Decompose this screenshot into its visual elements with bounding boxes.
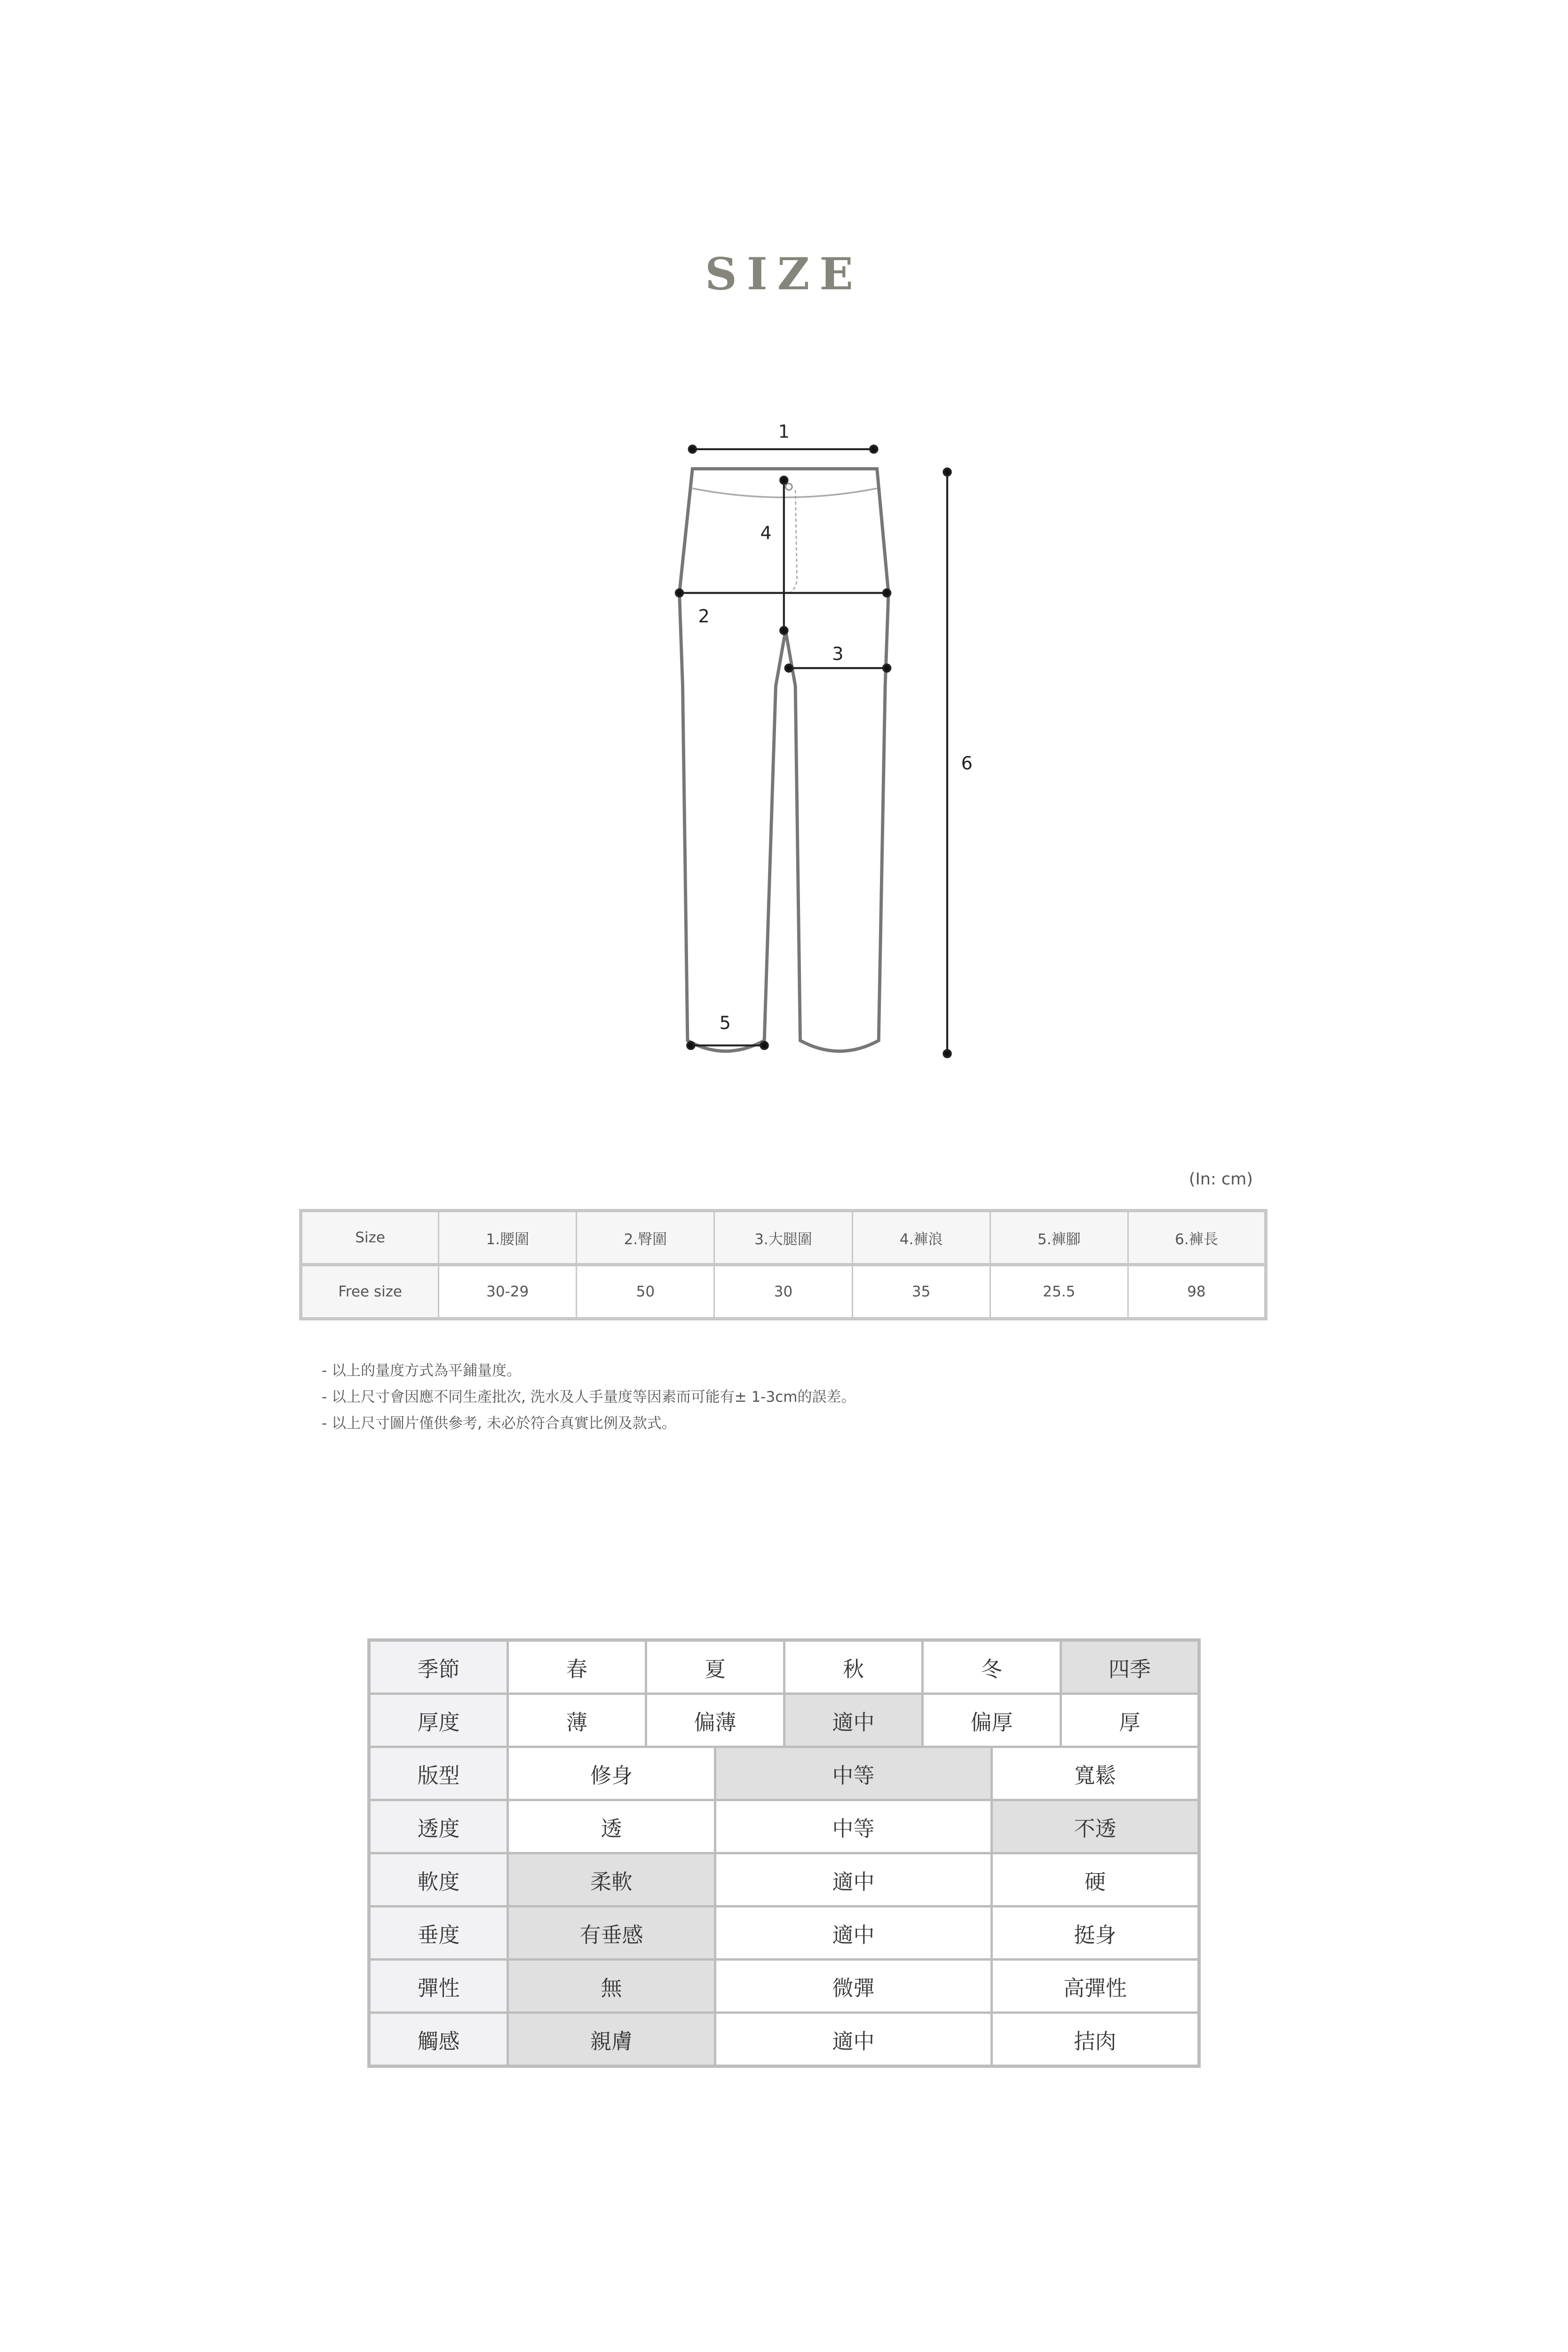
- option-cell: 親膚: [508, 2013, 715, 2066]
- header-cell: Size: [301, 1211, 439, 1265]
- attribute-label: 彈性: [369, 1960, 508, 2013]
- option-cell: 偏厚: [923, 1694, 1061, 1747]
- option-cell: 微彈: [715, 1960, 992, 2013]
- note-item: - 以上尺寸會因應不同生產批次, 洗水及人手量度等因素而可能有± 1-3cm的誤差。: [322, 1389, 856, 1406]
- header-cell: 6.褲長: [1128, 1211, 1266, 1265]
- attribute-label: 觸感: [369, 2013, 508, 2066]
- table-row: [369, 1907, 1199, 1960]
- fly-line: [787, 490, 797, 595]
- value-cell: 35: [852, 1265, 990, 1319]
- table-row: [369, 2013, 1199, 2066]
- option-cell: 偏薄: [646, 1694, 784, 1747]
- size-name-cell: Free size: [301, 1265, 439, 1319]
- option-cell: 冬: [923, 1640, 1061, 1694]
- option-cell: 拮肉: [992, 2013, 1199, 2066]
- label-2: 2: [698, 606, 710, 628]
- option-cell: 挺身: [992, 1907, 1199, 1960]
- table-row: [369, 1800, 1199, 1853]
- option-cell: 四季: [1061, 1640, 1199, 1694]
- option-cell: 適中: [715, 1907, 992, 1960]
- value-cell: 98: [1128, 1265, 1266, 1319]
- fabric-attributes-table: [367, 1638, 1201, 2068]
- attribute-label: 軟度: [369, 1853, 508, 1907]
- table-row: [369, 1747, 1199, 1800]
- option-cell: 中等: [715, 1800, 992, 1853]
- option-cell: 薄: [508, 1694, 646, 1747]
- option-cell: 不透: [992, 1800, 1199, 1853]
- size-table-header: [301, 1211, 1266, 1265]
- table-row: [369, 1640, 1199, 1694]
- option-cell: 修身: [508, 1747, 715, 1800]
- option-cell: 高彈性: [992, 1960, 1199, 2013]
- table-row: [369, 1960, 1199, 2013]
- label-3: 3: [832, 644, 844, 665]
- value-cell: 50: [577, 1265, 714, 1319]
- attribute-label: 版型: [369, 1747, 508, 1800]
- option-cell: 寬鬆: [992, 1747, 1199, 1800]
- label-1: 1: [778, 421, 790, 443]
- option-cell: 中等: [715, 1747, 992, 1800]
- label-4: 4: [760, 523, 772, 544]
- option-cell: 透: [508, 1800, 715, 1853]
- option-cell: 夏: [646, 1640, 784, 1694]
- option-cell: 適中: [784, 1694, 923, 1747]
- option-cell: 秋: [784, 1640, 923, 1694]
- page-title: SIZE: [705, 248, 863, 300]
- value-cell: 30: [714, 1265, 852, 1319]
- option-cell: 適中: [715, 2013, 992, 2066]
- option-cell: 無: [508, 1960, 715, 2013]
- unit-label: (In: cm): [1188, 1170, 1253, 1189]
- header-cell: 1.腰圍: [439, 1211, 577, 1265]
- notes: [322, 1358, 855, 1437]
- button-icon: [785, 484, 792, 490]
- header-cell: 4.褲浪: [852, 1211, 990, 1265]
- attribute-label: 透度: [369, 1800, 508, 1853]
- label-6: 6: [961, 753, 973, 774]
- note-item: - 以上尺寸圖片僅供參考, 未必於符合真實比例及款式。: [322, 1415, 676, 1432]
- value-cell: 30-29: [439, 1265, 577, 1319]
- measure-lines: [676, 445, 951, 1057]
- table-row: [369, 1694, 1199, 1747]
- label-5: 5: [719, 1013, 731, 1034]
- option-cell: 春: [508, 1640, 646, 1694]
- header-cell: 3.大腿圍: [714, 1211, 852, 1265]
- option-cell: 柔軟: [508, 1853, 715, 1907]
- header-cell: 5.褲腳: [990, 1211, 1128, 1265]
- note-item: - 以上的量度方式為平鋪量度。: [322, 1362, 522, 1379]
- size-table: [299, 1209, 1267, 1320]
- attribute-label: 垂度: [369, 1907, 508, 1960]
- value-cell: 25.5: [990, 1265, 1128, 1319]
- option-cell: 厚: [1061, 1694, 1199, 1747]
- option-cell: 硬: [992, 1853, 1199, 1907]
- header-cell: 2.臀圍: [577, 1211, 714, 1265]
- option-cell: 有垂感: [508, 1907, 715, 1960]
- attribute-label: 厚度: [369, 1694, 508, 1747]
- pants-measurement-diagram: [653, 408, 1013, 1078]
- table-row: [301, 1265, 1266, 1319]
- option-cell: 適中: [715, 1853, 992, 1907]
- attribute-label: 季節: [369, 1640, 508, 1694]
- table-row: [369, 1853, 1199, 1907]
